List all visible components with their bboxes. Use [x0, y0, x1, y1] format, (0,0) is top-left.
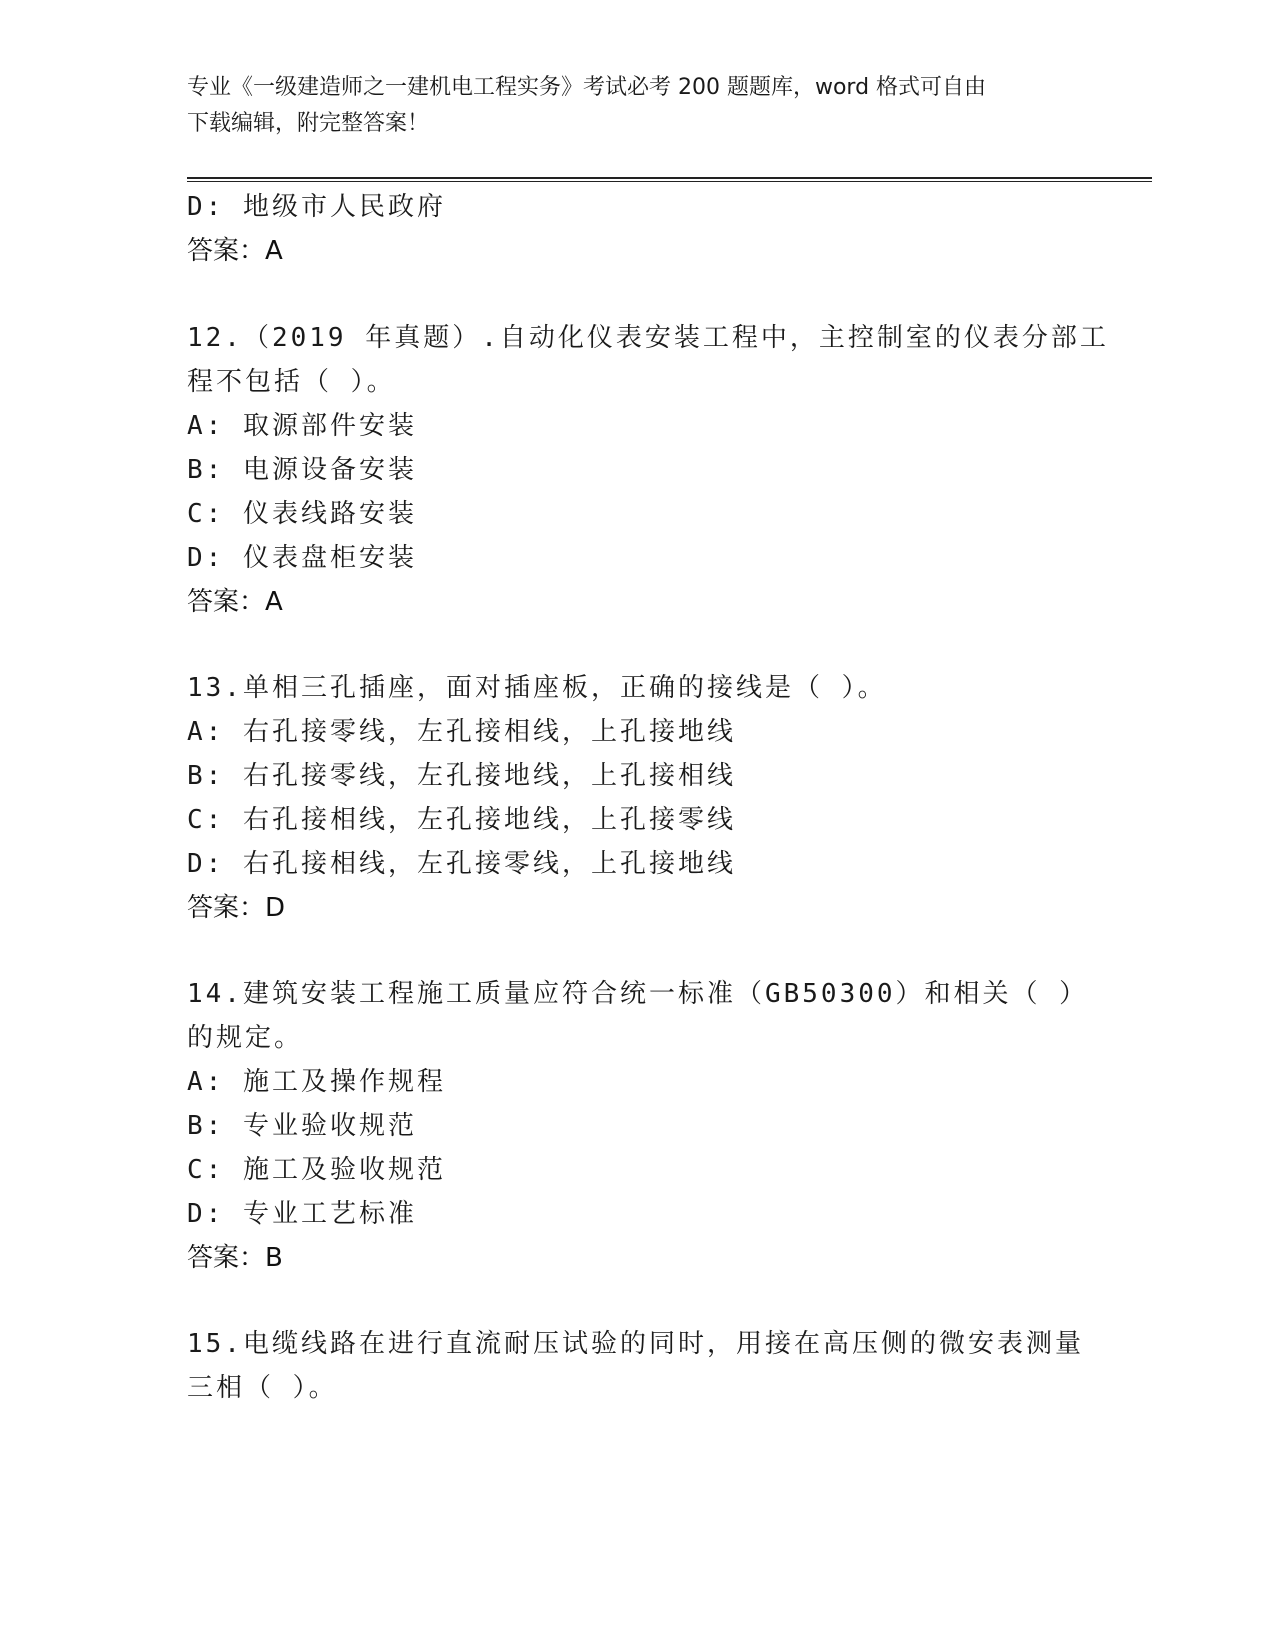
q14-stem-line-2: 的规定。 [187, 1023, 304, 1053]
q13-option-a: A: 右孔接零线，左孔接相线，上孔接地线 [187, 717, 736, 747]
q13-option-c: C: 右孔接相线，左孔接地线，上孔接零线 [187, 805, 736, 835]
q14-option-b: B: 专业验收规范 [187, 1111, 417, 1141]
q14-option-d: D: 专业工艺标准 [187, 1199, 417, 1229]
q14-stem-line-1: 14.建筑安装工程施工质量应符合统一标准（GB50300）和相关（ ） [187, 979, 1089, 1009]
q12-option-c: C: 仪表线路安装 [187, 499, 417, 529]
q13-option-d: D: 右孔接相线，左孔接零线，上孔接地线 [187, 849, 736, 879]
q12-option-d: D: 仪表盘柜安装 [187, 543, 417, 573]
q14-option-a: A: 施工及操作规程 [187, 1067, 446, 1097]
q12-stem-line-1: 12.（2019 年真题）.自动化仪表安装工程中，主控制室的仪表分部工 [187, 323, 1109, 353]
q14-option-c: C: 施工及验收规范 [187, 1155, 446, 1185]
q12-option-a: A: 取源部件安装 [187, 411, 417, 441]
page-header [187, 70, 1087, 142]
q12-stem-line-2: 程不包括（ ）。 [187, 367, 396, 397]
header-divider-thick [187, 177, 1152, 179]
header-line-2: 下载编辑，附完整答案！ [187, 111, 430, 136]
prev-option-d: D: 地级市人民政府 [187, 192, 446, 222]
q13-option-b: B: 右孔接零线，左孔接地线，上孔接相线 [187, 761, 736, 791]
header-line-1: 专业《一级建造师之一建机电工程实务》考试必考 200 题题库，word 格式可自由 [187, 75, 987, 100]
q12-option-b: B: 电源设备安装 [187, 455, 417, 485]
q13-answer: 答案：D [187, 893, 286, 923]
header-divider-thin [187, 181, 1152, 182]
q12-answer: 答案：A [187, 587, 283, 617]
q15-stem-line-2: 三相（ ）。 [187, 1373, 338, 1403]
prev-answer: 答案：A [187, 236, 283, 266]
q13-stem-line-1: 13.单相三孔插座，面对插座板，正确的接线是（ ）。 [187, 673, 887, 703]
q15-stem-line-1: 15.电缆线路在进行直流耐压试验的同时，用接在高压侧的微安表测量 [187, 1329, 1084, 1359]
q14-answer: 答案：B [187, 1243, 283, 1273]
